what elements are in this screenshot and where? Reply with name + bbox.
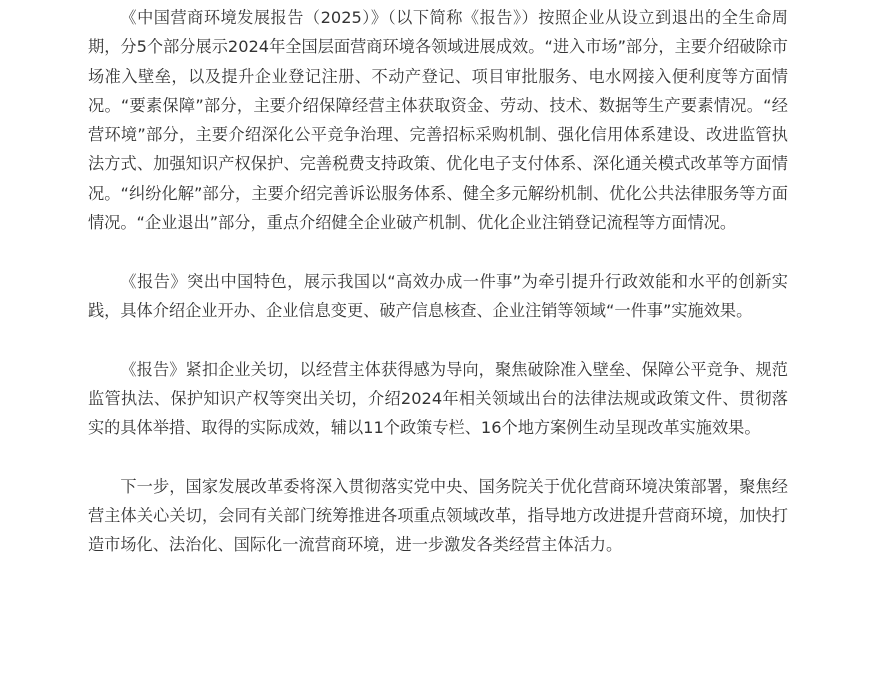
paragraph-next-steps: 下一步，国家发展改革委将深入贯彻落实党中央、国务院关于优化营商环境决策部署，聚焦经营主体关心关切，会同有关部门统筹推进各项重点领域改革，指导地方改进提升营商环境，加快打造市场化、法治化、国际化一流营商环境，进一步激发各类经营主体活力。 [88,476,788,555]
paragraph-chinese-characteristics: 《报告》突出中国特色，展示我国以“高效办成一件事”为牵引提升行政效能和水平的创新实践，具体介绍企业开办、企业信息变更、破产信息核查、企业注销等领域“一件事”实施效果。 [88,271,788,320]
paragraph-enterprise-concerns: 《报告》紧扣企业关切，以经营主体获得感为导向，聚焦破除准入壁垒、保障公平竞争、规范监管执法、保护知识产权等突出关切，介绍2024年相关领域出台的法律法规或政策文件、贯彻落实的具体举措、取得的实际成效，辅以11个政策专栏、16个地方案例生动呈现改革实施效果。 [88,359,788,438]
article-body [88,3,788,560]
paragraph-report-structure: 《中国营商环境发展报告（2025）》（以下简称《报告》）按照企业从设立到退出的全生命周期，分5个部分展示2024年全国层面营商环境各领域进展成效。“进入市场”部分，主要介绍破除市场准入壁垒，以及提升企业登记注册、不动产登记、项目审批服务、电水网接入便利度等方面情况。“要素保障”部分，主要介绍保障经营主体获取资金、劳动、技术、数据等生产要素情况。“经营环境”部分，主要介绍深化公平竞争治理、完善招标采购机制、强化信用体系建设、改进监管执法方式、加强知识产权保护、完善税费支持政策、优化电子支付体系、深化通关模式改革等方面情况。“纠纷化解”部分，主要介绍完善诉讼服务体系、健全多元解纷机制、优化公共法律服务等方面情况。“企业退出”部分，重点介绍健全企业破产机制、优化企业注销登记流程等方面情况。 [88,8,788,233]
